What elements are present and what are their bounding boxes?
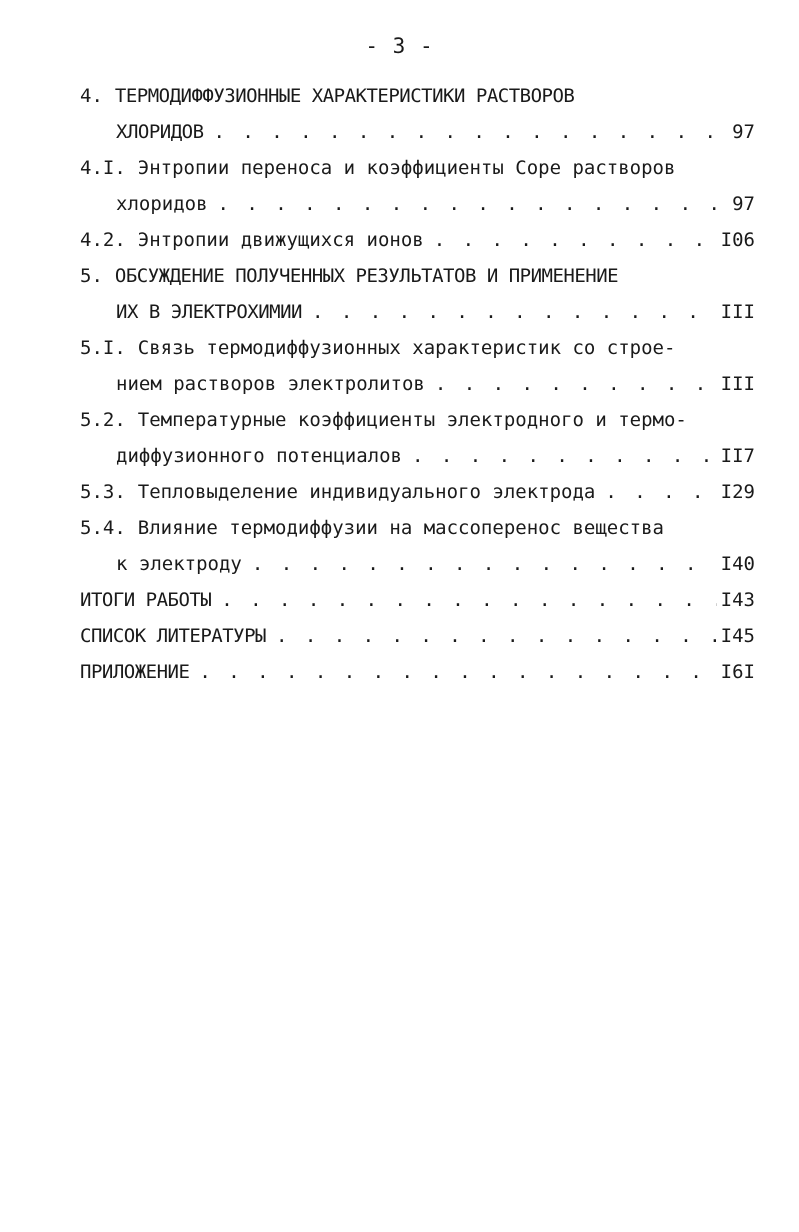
dot-leader: [412, 438, 717, 474]
toc-entry-5-1-line1: [80, 330, 755, 366]
dot-leader: [605, 474, 716, 510]
toc-entry-title: Тепловыделение индивидуального электрода: [137, 481, 596, 503]
toc-entry-5-line1: [80, 258, 755, 294]
toc-entry-4-1-line1: [80, 150, 755, 186]
toc-entry-page: III: [720, 301, 755, 323]
dot-leader: [218, 186, 717, 222]
table-of-contents: [80, 78, 755, 690]
toc-entry-number: 5.4.: [80, 517, 126, 539]
toc-entry-page: I45: [720, 625, 755, 647]
toc-entry-number: 5.: [80, 265, 103, 287]
toc-entry-page: I29: [720, 481, 755, 503]
toc-entry-number: 4.: [80, 85, 103, 107]
toc-entry-title: Энтропии переноса и коэффициенты Соре растворов: [137, 157, 676, 179]
toc-entry-number: 5.3.: [80, 481, 126, 503]
toc-entry-4-2: [80, 222, 755, 258]
toc-entry-5-2-line1: [80, 402, 755, 438]
toc-entry-5-3: [80, 474, 755, 510]
dot-leader: [199, 654, 716, 690]
toc-entry-title: ПРИЛОЖЕНИЕ: [80, 661, 190, 683]
toc-entry-title-continuation: ХЛОРИДОВ: [116, 121, 204, 143]
dot-leader: [434, 222, 717, 258]
toc-entry-page: I40: [720, 553, 755, 575]
toc-entry-5-4-line1: [80, 510, 755, 546]
toc-entry-number: 5.2.: [80, 409, 126, 431]
toc-entry-title: Влияние термодиффузии на массоперенос вещества: [137, 517, 664, 539]
dot-leader: [214, 114, 717, 150]
toc-entry-itogi: [80, 582, 755, 618]
dot-leader: [312, 294, 717, 330]
toc-entry-title-continuation: диффузионного потенциалов: [116, 445, 402, 467]
toc-entry-page: I43: [720, 589, 755, 611]
toc-entry-5-2-line2: [80, 438, 755, 474]
toc-entry-title: ТЕРМОДИФФУЗИОННЫЕ ХАРАКТЕРИСТИКИ РАСТВОРОВ: [114, 85, 575, 107]
toc-entry-page: II7: [720, 445, 755, 467]
toc-entry-title-continuation: к электроду: [116, 553, 242, 575]
toc-entry-prilozhenie: [80, 654, 755, 690]
toc-entry-title: Связь термодиффузионных характеристик со строе-: [137, 337, 676, 359]
toc-entry-number: 4.2.: [80, 229, 126, 251]
toc-entry-page: 97: [732, 121, 755, 143]
dot-leader: [435, 366, 717, 402]
toc-entry-page: I06: [720, 229, 755, 251]
toc-entry-title-continuation: нием растворов электролитов: [116, 373, 425, 395]
toc-entry-5-line2: [80, 294, 755, 330]
toc-entry-title: Температурные коэффициенты электродного и термо-: [137, 409, 687, 431]
toc-entry-5-1-line2: [80, 366, 755, 402]
page-number: - 3 -: [365, 34, 434, 58]
toc-entry-5-4-line2: [80, 546, 755, 582]
toc-entry-number: 5.I.: [80, 337, 126, 359]
toc-entry-title: СПИСОК ЛИТЕРАТУРЫ: [80, 625, 266, 647]
dot-leader: [252, 546, 717, 582]
toc-entry-number: 4.I.: [80, 157, 126, 179]
toc-entry-title-continuation: хлоридов: [116, 193, 208, 215]
toc-entry-title: ИТОГИ РАБОТЫ: [80, 589, 212, 611]
dot-leader: [221, 582, 716, 618]
dot-leader: [276, 618, 717, 654]
toc-entry-4-line2: [80, 114, 755, 150]
toc-entry-page: III: [720, 373, 755, 395]
toc-entry-page: I6I: [720, 661, 755, 683]
toc-entry-title: ОБСУЖДЕНИЕ ПОЛУЧЕННЫХ РЕЗУЛЬТАТОВ И ПРИМЕНЕНИЕ: [114, 265, 619, 287]
toc-entry-title: Энтропии движущихся ионов: [137, 229, 424, 251]
toc-entry-4-1-line2: [80, 186, 755, 222]
toc-entry-title-continuation: ИХ В ЭЛЕКТРОХИМИИ: [116, 301, 302, 323]
toc-entry-literatura: [80, 618, 755, 654]
toc-entry-page: 97: [732, 193, 755, 215]
toc-entry-4-line1: [80, 78, 755, 114]
